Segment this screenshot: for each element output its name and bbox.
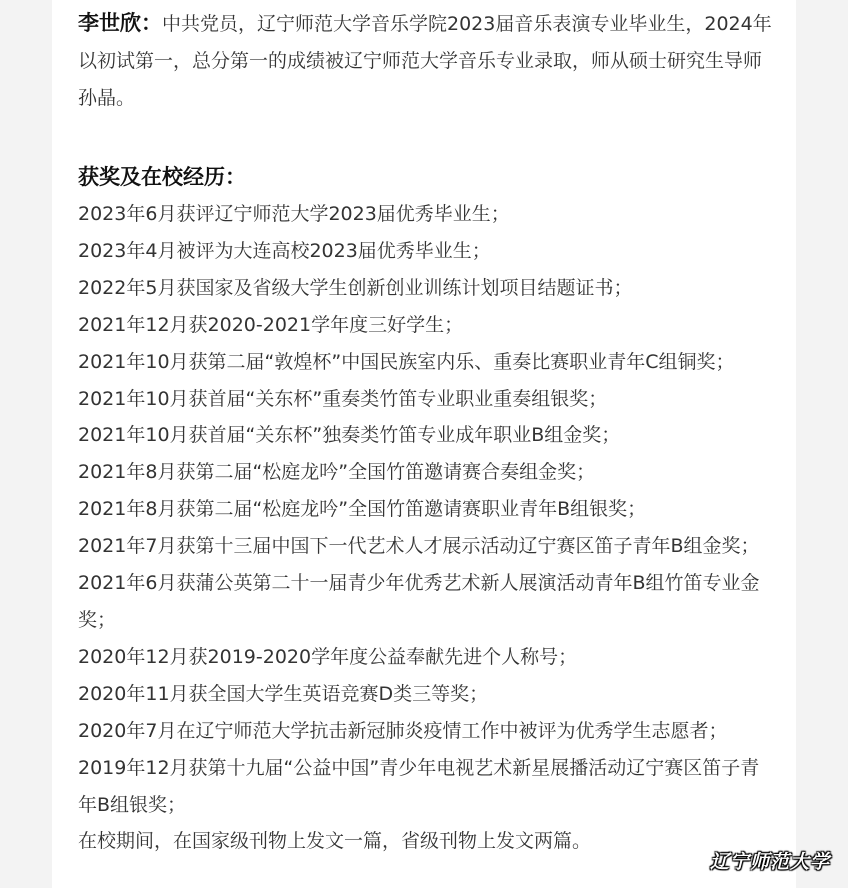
student-name: 李世欣： [78, 11, 162, 35]
section-title: 获奖及在校经历： [78, 165, 246, 189]
award-item: 2022年5月获国家及省级大学生创新创业训练计划项目结题证书； [78, 276, 633, 299]
award-item: 2020年7月在辽宁师范大学抗击新冠肺炎疫情工作中被评为优秀学生志愿者； [78, 719, 728, 742]
bio-text: 中共党员，辽宁师范大学音乐学院2023届音乐表演专业毕业生，2024年以初试第一，总分第一的成绩被辽宁师范大学音乐专业录取，师从硕士研究生导师孙晶。 [78, 13, 772, 109]
right-gutter [796, 0, 848, 888]
award-item: 2021年10月获第二届“敦煌杯”中国民族室内乐、重奏比赛职业青年C组铜奖； [78, 350, 735, 373]
award-item: 2021年8月获第二届“松庭龙吟”全国竹笛邀请赛职业青年B组银奖； [78, 498, 647, 521]
award-item: 2020年12月获2019-2020学年度公益奉献先进个人称号； [78, 645, 578, 668]
university-watermark: 辽宁师范大学 [709, 851, 830, 873]
award-item: 2021年7月获第十三届中国下一代艺术人才展示活动辽宁赛区笛子青年B组金奖； [78, 535, 760, 558]
award-item: 2023年4月被评为大连高校2023届优秀毕业生； [78, 239, 491, 262]
award-item: 在校期间，在国家级刊物上发文一篇，省级刊物上发文两篇。 [78, 830, 592, 853]
award-item: 2023年6月获评辽宁师范大学2023届优秀毕业生； [78, 203, 510, 225]
left-gutter [0, 0, 52, 888]
bio-paragraph [78, 5, 778, 117]
award-item: 2021年6月获蒲公英第二十一届青少年优秀艺术新人展演活动青年B组竹笛专业金奖； [78, 572, 760, 631]
award-item: 2021年12月获2020-2021学年度三好学生； [78, 313, 464, 336]
awards-list [78, 196, 778, 860]
award-item: 2019年12月获第十九届“公益中国”青少年电视艺术新星展播活动辽宁赛区笛子青年B组银奖； [78, 756, 760, 816]
award-item: 2020年11月获全国大学生英语竞赛D类三等奖； [78, 682, 489, 705]
article-body [78, 5, 778, 860]
award-item: 2021年8月获第二届“松庭龙吟”全国竹笛邀请赛合奏组金奖； [78, 461, 596, 484]
award-item: 2021年10月获首届“关东杯”独奏类竹笛专业成年职业B组金奖； [78, 424, 621, 447]
award-item: 2021年10月获首届“关东杯”重奏类竹笛专业职业重奏组银奖； [78, 387, 608, 410]
